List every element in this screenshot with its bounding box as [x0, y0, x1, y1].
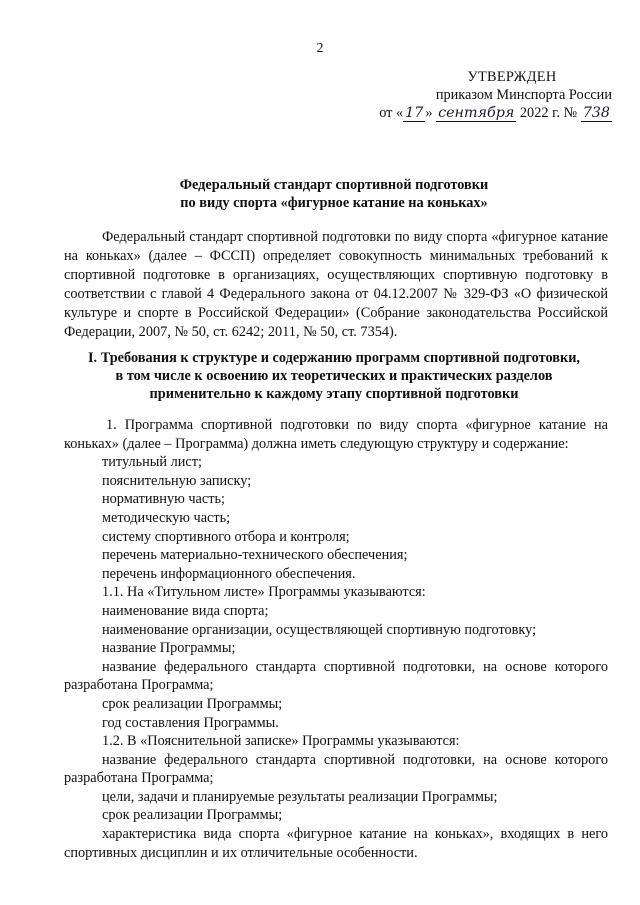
approval-date-line: [352, 104, 612, 122]
paragraph-1-2: 1.2. В «Пояснительной записке» Программы указываются:: [102, 733, 460, 750]
list-item: наименование вида спорта;: [102, 602, 269, 619]
list-item: титульный лист;: [102, 454, 202, 471]
paragraph-1-1: 1.1. На «Титульном листе» Программы указываются:: [102, 584, 426, 601]
document-title-line-1: Федеральный стандарт спортивной подготовки: [179, 177, 489, 193]
document-title: [60, 176, 608, 212]
list-item: год составления Программы.: [102, 714, 279, 731]
date-prefix: от «: [379, 105, 404, 121]
list-item: название федерального стандарта спортивной подготовки, на основе которого разработана Программа;: [64, 751, 608, 787]
list-item: характеристика вида спорта «фигурное катание на коньках», входящих в него спортивных дисциплин и их отличительные особенности.: [64, 826, 608, 861]
page-number: 2: [316, 41, 324, 56]
section-heading-line-1: I. Требования к структуре и содержанию программ спортивной подготовки,: [87, 350, 581, 366]
list-item: цели, задачи и планируемые результаты реализации Программы;: [102, 788, 498, 805]
approval-order-line: приказом Минспорта России: [435, 87, 612, 103]
list-item: нормативную часть;: [102, 491, 225, 508]
approval-title: УТВЕРЖДЕН: [467, 69, 557, 85]
section-heading-line-2: в том числе к освоению их теоретических и практических разделов: [115, 368, 553, 384]
document-title-line-2: по виду спорта «фигурное катание на коньках»: [180, 195, 488, 211]
list-item: срок реализации Программы;: [102, 807, 283, 824]
list-item: название федерального стандарта спортивной подготовки, на основе которого разработана Программа;: [64, 658, 608, 694]
handwritten-month: сентября: [438, 105, 515, 121]
section-heading-line-3: применительно к каждому этапу спортивной подготовки: [149, 386, 519, 402]
body-text: [64, 416, 608, 862]
list-item: систему спортивного отбора и контроля;: [102, 528, 350, 545]
list-item: наименование организации, осуществляющей спортивную подготовку;: [102, 621, 537, 638]
paragraph-1: 1. Программа спортивной подготовки по виду спорта «фигурное катание на коньках» (далее – Программа) должна иметь следующую структуру и содержание:: [64, 417, 608, 452]
section-heading: [60, 349, 608, 403]
list-item: перечень материально-технического обеспечения;: [102, 547, 408, 564]
preamble-paragraph: Федеральный стандарт спортивной подготовки по виду спорта «фигурное катание на коньках» (далее – ФССП) определяет совокупность минимальных требований к спортивной подготовке в организациях, осуществляющих спортивную подготовку в соответствии с главой 4 Федерального закона от 04.12.2007 № 329-ФЗ «О физической культуре и спорте в Российской Федерации» (Собрание законодательства Российской Федерации, 2007, № 50, ст. 6242; 2011, № 50, ст. 7354).: [64, 229, 608, 340]
list-item: методическую часть;: [102, 509, 231, 526]
list-item: название Программы;: [102, 640, 236, 657]
list-item: перечень информационного обеспечения.: [102, 565, 356, 582]
list-item: срок реализации Программы;: [102, 695, 283, 712]
date-mid: »: [425, 105, 433, 121]
handwritten-order-number: 738: [582, 105, 610, 121]
date-year: 2022 г. №: [519, 105, 578, 121]
list-item: пояснительную записку;: [102, 472, 252, 489]
handwritten-day: 17: [405, 105, 424, 121]
approval-stamp: [352, 68, 612, 122]
